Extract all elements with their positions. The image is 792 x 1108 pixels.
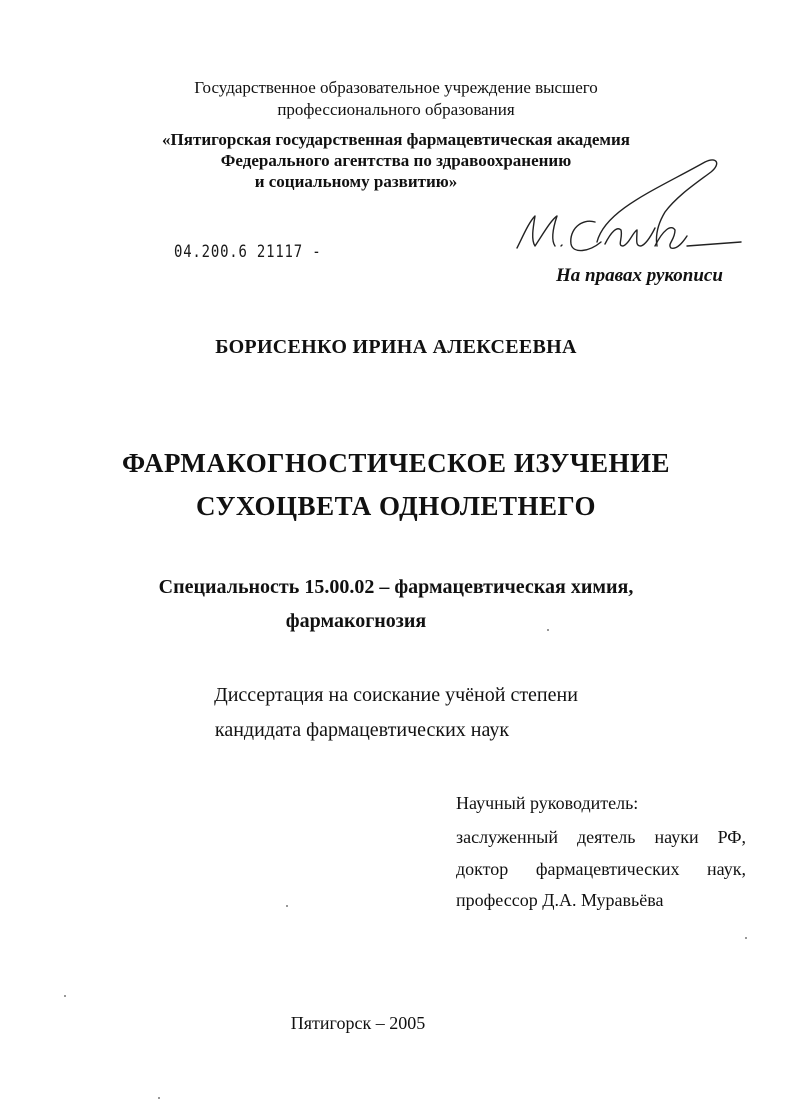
scan-speck [745,937,747,939]
institution-name-line-1: «Пятигорская государственная фармацевтическая академия [162,130,630,149]
advisor-line-3: профессор Д.А. Муравьёва [456,890,664,910]
scan-speck [547,629,549,631]
advisor-heading: Научный руководитель: [456,793,639,813]
dissertation-title-line-2: СУХОЦВЕТА ОДНОЛЕТНЕГО [195,491,597,521]
scan-speck [158,1097,160,1099]
scan-speck [286,905,288,907]
institution-line-2: профессионального образования [277,100,515,119]
degree-line-2: кандидата фармацевтических наук [214,719,510,741]
author-name: БОРИСЕНКО ИРИНА АЛЕКСЕЕВНА [215,336,577,358]
specialty-line-2: фармакогнозия [285,610,427,632]
dissertation-title-line-1: ФАРМАКОГНОСТИЧЕСКОЕ ИЗУЧЕНИЕ [121,448,671,478]
degree-line-1: Диссертация на соискание учёной степени [214,684,578,706]
scan-speck [64,995,66,997]
advisor-line-2: доктор фармацевтических наук, [456,859,746,879]
place-and-year: Пятигорск – 2005 [290,1013,426,1033]
advisor-line-1: заслуженный деятель науки РФ, [456,827,746,847]
handwritten-signature [505,150,745,270]
institution-name-line-2: Федерального агентства по здравоохранению [220,151,572,170]
manuscript-rights-note: На правах рукописи [556,265,723,286]
registration-stamp: 04.200.6 21117 - [174,242,322,262]
institution-line-1: Государственное образовательное учреждение высшего [194,78,598,97]
institution-name-line-3: и социальному развитию» [254,172,458,191]
specialty-line-1: Специальность 15.00.02 – фармацевтическая химия, [158,576,634,598]
